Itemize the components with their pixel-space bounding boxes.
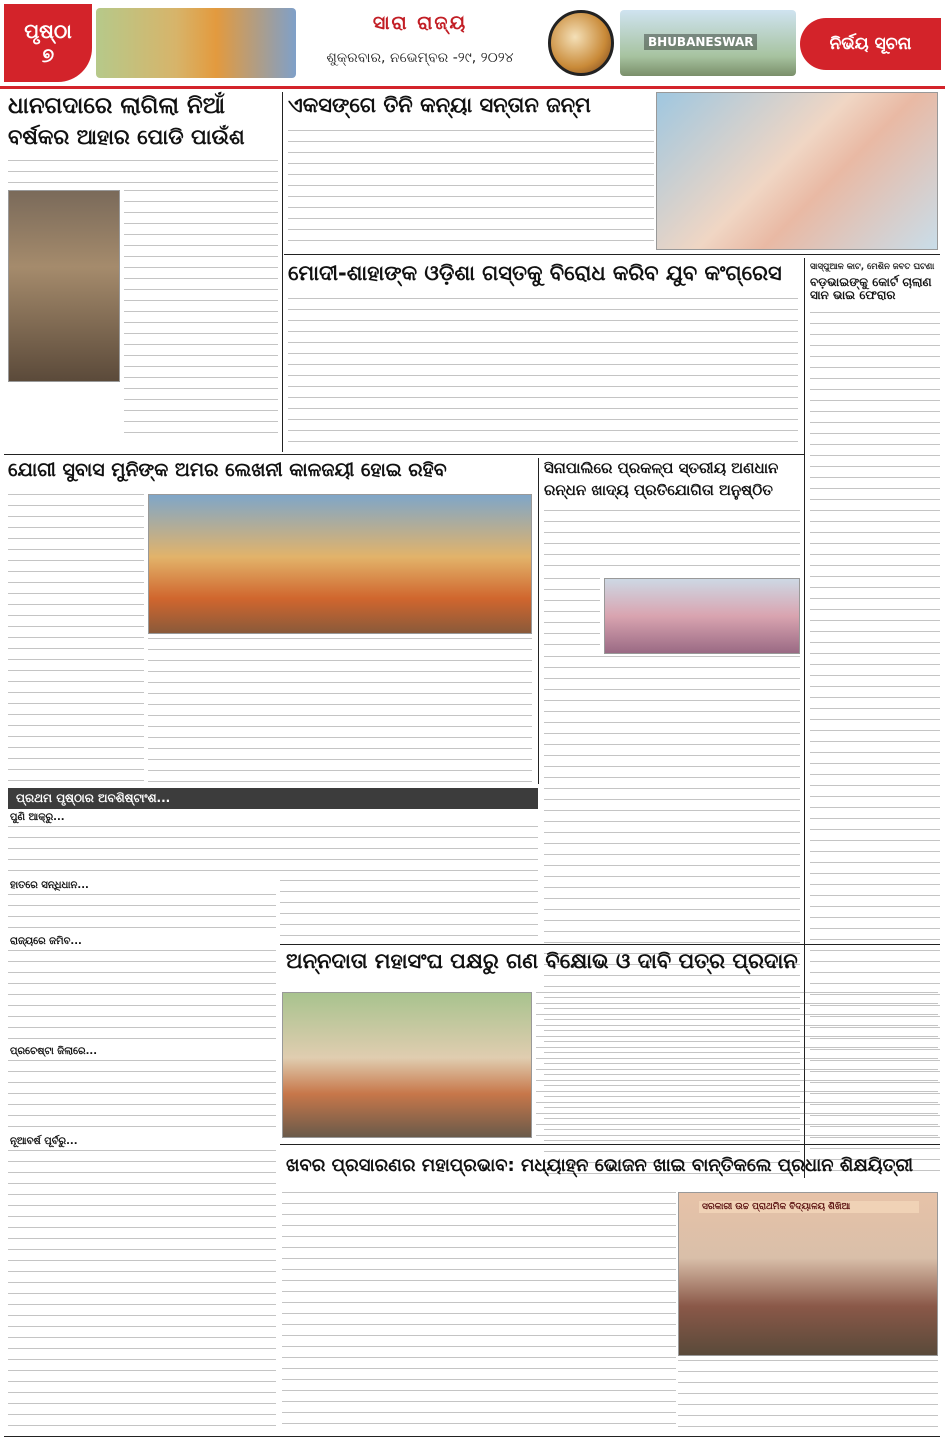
article-5-photo <box>148 494 532 634</box>
article-6-headline-2: ରନ୍ଧନ ଖାଦ୍ୟ ପ୍ରତିଯୋଗିତା ଅନୁଷ୍ଠିତ <box>544 481 773 499</box>
article-9-photo <box>678 1192 938 1356</box>
article-3-body <box>288 298 798 448</box>
article-1-body <box>124 190 278 440</box>
article-2-headline: ଏକସଙ୍ଗେ ତିନି କନ୍ୟା ସନ୍ତାନ ଜନ୍ମ <box>288 93 591 117</box>
continued-body-4 <box>8 1060 276 1132</box>
article-5-body-col1 <box>8 494 144 784</box>
continued-section-bar: ପ୍ରଥମ ପୃଷ୍ଠାର ଅବଶିଷ୍ଟାଂଶ... <box>8 788 538 809</box>
continued-subhead-2: ହାତରେ ସନ୍ଧିଧାନ... <box>10 880 89 891</box>
article-4-headline: ବଡ଼ଭାଇଙ୍କୁ କୋର୍ଟ ଚାଲାଣ ସାନ ଭାଇ ଫେରାର <box>810 275 932 303</box>
continued-body-2 <box>8 894 276 934</box>
continued-subhead-5: ନୂଆବର୍ଷ ପୂର୍ବରୁ... <box>10 1136 78 1147</box>
food-plate-image <box>548 10 614 76</box>
page-bottom-rule <box>4 1436 940 1437</box>
row-divider <box>280 1144 940 1145</box>
continued-body-6 <box>280 880 538 940</box>
article-9-photo-caption: ସରକାରୀ ଉଚ୍ଚ ପ୍ରାଥମିକ ବିଦ୍ୟାଳୟ ଶିଖିଆ <box>699 1201 919 1213</box>
issue-date: ଶୁକ୍ରବାର, ନଭେମ୍ବର -୨୯, ୨୦୨୪ <box>326 50 514 66</box>
article-6-photo <box>604 578 800 654</box>
page-number: ୭ <box>41 43 55 67</box>
article-8-headline: ଅନ୍ନଦାତା ମହାସଂଘ ପକ୍ଷରୁ ଗଣ ବିକ୍ଷୋଭ ଓ ଦାବି ପତ୍ର ପ୍ରଦାନ <box>286 949 798 973</box>
article-5-body <box>148 638 532 784</box>
article-1-headline-2: ବର୍ଷକର ଆହାର ପୋଡି ପାଉଁଶ <box>8 125 245 149</box>
article-6-body-left <box>544 578 600 648</box>
article-5-headline: ଯୋଗୀ ସୁବାସ ମୁନିଙ୍କ ଅମର ଲେଖନୀ କାଳଜୟୀ ହୋଇ ରହିବ <box>8 459 447 481</box>
temple-banner-image <box>96 8 296 78</box>
continued-body-5 <box>8 1150 276 1432</box>
column-divider <box>538 458 539 784</box>
header-rule <box>0 86 945 89</box>
page-number-tab <box>4 4 92 82</box>
continued-subhead-3: ରାଜ୍ୟରେ ଜମିବ... <box>10 936 82 947</box>
row-divider <box>284 254 940 255</box>
article-3-headline: ମୋଦୀ-ଶାହାଙ୍କ ଓଡ଼ିଶା ଗସ୍ତକୁ ବିରୋଧ କରିବ ଯୁବ କଂଗ୍ରେସ <box>288 261 782 285</box>
column-divider <box>282 92 283 452</box>
article-2-body <box>288 130 654 248</box>
page-label: ପୃଷ୍ଠା <box>24 19 72 43</box>
city-banner-label: BHUBANESWAR <box>644 34 757 50</box>
continued-subhead-4: ପ୍ରଚେଷ୍ଟା ଜିଲାରେ... <box>10 1046 98 1057</box>
article-9-body <box>282 1192 676 1432</box>
article-8-photo <box>282 992 532 1138</box>
continued-subhead-1: ପୁଣି ଆକ୍ରୁ... <box>10 812 65 823</box>
article-9-body-2 <box>678 1360 938 1432</box>
continued-body-3 <box>8 950 276 1042</box>
article-1-headline-1: ଧାନଗଦାରେ ଲାଗିଲା ନିଆଁ <box>8 93 225 119</box>
section-title: ସାରା ରାଜ୍ୟ <box>372 12 468 34</box>
row-divider <box>4 454 804 455</box>
continued-body-1 <box>8 826 538 878</box>
city-skyline-image <box>620 10 796 76</box>
article-1-body-top <box>8 160 278 188</box>
article-2-photo <box>656 92 938 250</box>
section-title-block <box>300 8 540 76</box>
article-6-headline-1: ସିନାପାଲିରେ ପ୍ରକଳ୍ପ ସ୍ତରୀୟ ଅଣଧାନ <box>544 459 779 477</box>
article-9-headline: ଖବର ପ୍ରସାରଣର ମହାପ୍ରଭାବ: ମଧ୍ୟାହ୍ନ ଭୋଜନ ଖାଇ ବାନ୍ତିକଲେ ପ୍ରଧାନ ଶିକ୍ଷୟିତ୍ରୀ <box>286 1155 914 1176</box>
article-1-photo <box>8 190 120 382</box>
row-divider <box>280 944 940 945</box>
article-6-body-top <box>544 510 800 576</box>
article-4-kicker: ସାସ୍ପୁଆଳ କାଟ, ମେଶିନ ଜବତ ଘଟଣା <box>810 262 935 272</box>
paper-name-tab: ନିର୍ଭୟ ସୂଚନା <box>800 18 941 70</box>
article-8-body <box>536 992 938 1138</box>
